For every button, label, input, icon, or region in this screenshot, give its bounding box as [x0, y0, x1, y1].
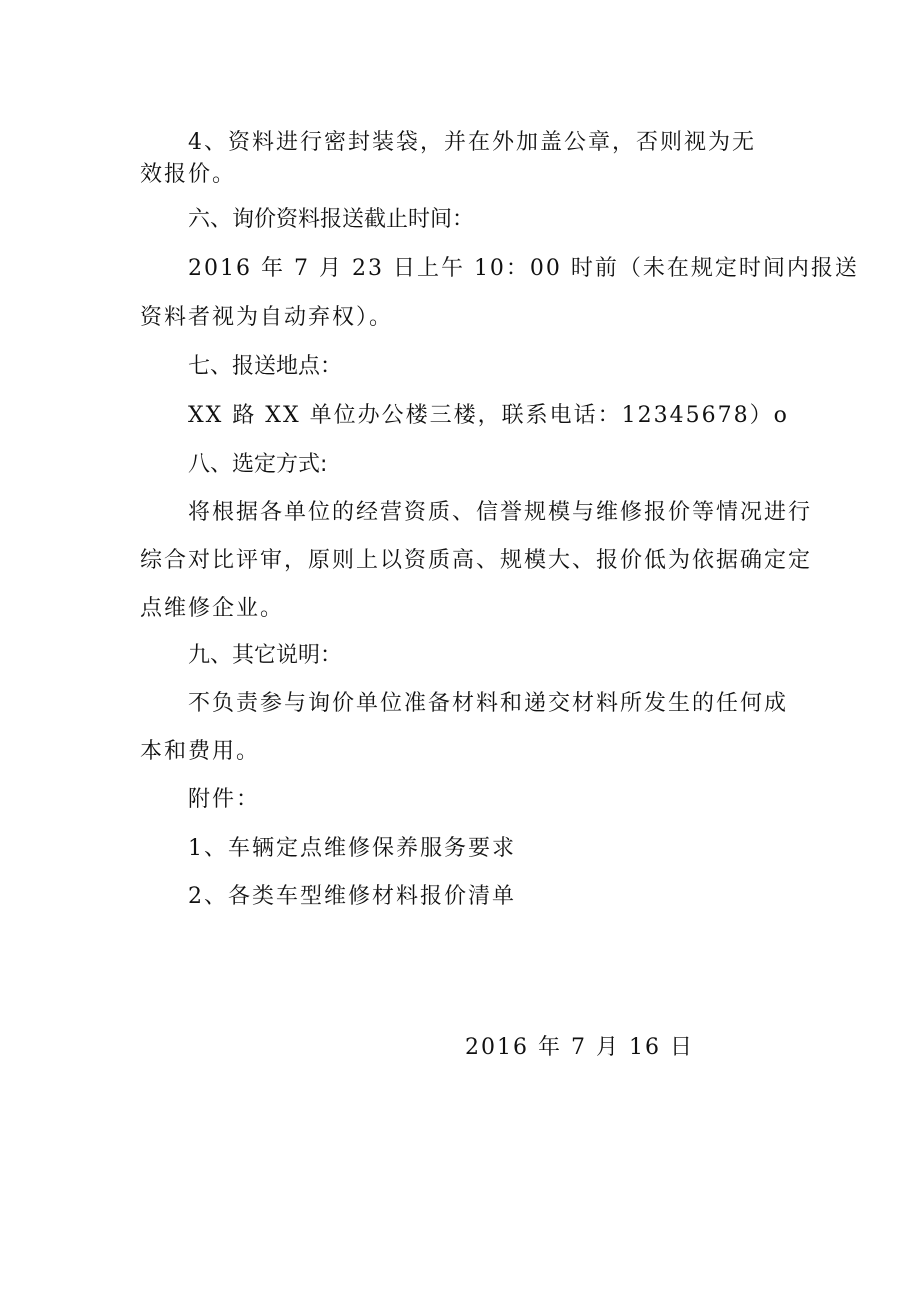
item4-line1: 4、资料进行密封装袋，并在外加盖公章，否则视为无 [188, 130, 756, 155]
section7-heading: 七、报送地点： [188, 354, 343, 379]
attachment-item-2: 2、各类车型维修材料报价清单 [188, 884, 516, 909]
section8-line3: 点维修企业。 [140, 596, 285, 621]
section6-heading: 六、询价资料报送截止时间： [188, 207, 475, 232]
document-date: 2016 年 7 月 16 日 [465, 1035, 694, 1060]
section7-line1: XX 路 XX 单位办公楼三楼，联系电话：12345678）o [188, 403, 789, 428]
attachments-label: 附件： [188, 787, 261, 812]
item4-line2: 效报价。 [140, 162, 237, 187]
section8-line2: 综合对比评审，原则上以资质高、规模大、报价低为依据确定定 [140, 548, 813, 573]
section8-heading: 八、选定方式: [188, 452, 328, 477]
section6-line2: 资料者视为自动弃权）。 [140, 305, 394, 330]
section9-line1: 不负责参与询价单位准备材料和递交材料所发生的任何成 [188, 691, 789, 716]
section9-heading: 九、其它说明： [188, 643, 343, 668]
section6-line1: 2016 年 7 月 23 日上午 10：00 时前（未在规定时间内报送 [188, 256, 859, 281]
section9-line2: 本和费用。 [140, 739, 261, 764]
section8-line1: 将根据各单位的经营资质、信誉规模与维修报价等情况进行 [188, 500, 813, 525]
attachment-item-1: 1、车辆定点维修保养服务要求 [188, 836, 516, 861]
